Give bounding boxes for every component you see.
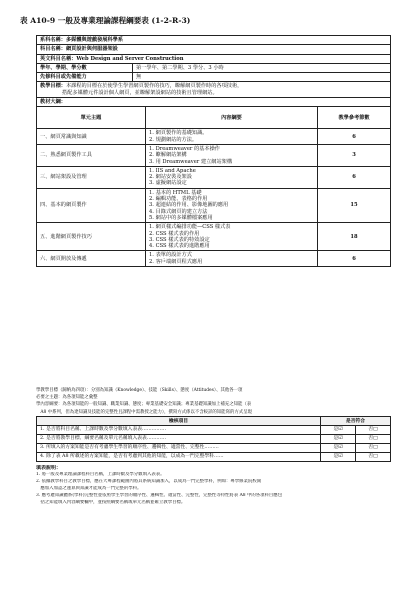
- course-name: 科目名稱：網頁設計與伺服器架設: [37, 45, 391, 54]
- content-item: 1. Dreamweaver 的基本操作: [149, 145, 220, 152]
- instructions-heading: 填表說明：: [36, 465, 62, 471]
- unit-content: [146, 166, 318, 188]
- checklist-table: [36, 416, 391, 462]
- check-item: 4. 除了表 A8 所載述的方案知能，是否有考慮到其他的知能，以成為一門完整學科……: [37, 453, 321, 462]
- unit-content: [146, 188, 318, 222]
- check-item: 2. 是否將教學目標、綱要名稱及單元名稱填入表表…………: [37, 435, 321, 444]
- prereq-label: 先修科目或先備能力: [37, 73, 133, 82]
- check-yes[interactable]: 是☑: [321, 426, 356, 435]
- check-yes[interactable]: 是☑: [321, 444, 356, 453]
- unit-title: 五、進階網頁製作技巧: [37, 223, 146, 251]
- content-item: 3. CSS 樣式表的特效設定: [149, 236, 210, 243]
- department-name: 系科名稱：多媒體與遊戲發展科學系: [37, 36, 391, 45]
- unit-hours: 3: [318, 144, 391, 166]
- note-line: 必要之主題：為各項知能之彙整: [36, 395, 98, 401]
- unit-hours: 18: [318, 223, 391, 251]
- content-item: 2. 規劃網站的方法。: [149, 136, 198, 143]
- content-item: 3. 超連結的作用、影像地圖的應用: [149, 202, 229, 209]
- content-item: 2. 編輯功能、表格的作用: [149, 196, 208, 203]
- content-item: 3. 用 Dreamweaver 建立網站架構: [149, 158, 233, 165]
- fill-instructions: [36, 465, 392, 506]
- prereq-value: 無: [133, 73, 391, 82]
- unit-content: [146, 129, 318, 145]
- goal-line: 本課程的目標在於使學生學習網頁製作的技巧，瞭解網頁製作時的各項技術，: [65, 83, 243, 90]
- content-item: 4. CSS 樣式表的進階應用: [149, 243, 210, 250]
- content-item: 2. 網站安裝及架設: [149, 174, 192, 181]
- unit-hours: 6: [318, 129, 391, 145]
- check-header-result: 是否符合: [321, 417, 391, 426]
- unit-row: [37, 251, 391, 267]
- content-item: 1. 網頁製作的基礎知識。: [149, 130, 208, 137]
- content-item: 1. 表單的設計方式: [149, 252, 192, 259]
- note-line: 學教學目標（歸納為四項）：分別為知識（Knowledge）、技能（Skills）、態度（Attitudes）、其他各一項: [36, 388, 243, 393]
- check-yes[interactable]: 是☑: [321, 435, 356, 444]
- unit-row: [37, 223, 391, 251]
- unit-title: 二、熟悉網頁製作工具: [37, 144, 146, 166]
- content-item: 2. 客戶端網頁程式應用: [149, 258, 203, 265]
- check-no[interactable]: 否□: [356, 444, 391, 453]
- teaching-goal: [37, 82, 391, 98]
- check-no[interactable]: 否□: [356, 426, 391, 435]
- check-item: 1. 是否將科目名稱、上課時數及學分數填入表表……………: [37, 426, 321, 435]
- instruction-line: 1. 將一般及專業理論課程科目名稱，上課時數及學分數填入表表。: [36, 471, 165, 477]
- unit-row: [37, 129, 391, 145]
- unit-row: [37, 144, 391, 166]
- header-content: 內容綱要: [146, 107, 318, 129]
- unit-content: [146, 223, 318, 251]
- check-header-item: 檢核項目: [37, 417, 321, 426]
- unit-title: 四、基本的網頁製作: [37, 188, 146, 222]
- unit-title: 三、網站架設及管理: [37, 166, 146, 188]
- meta-label: 學年、學期、學分數: [37, 63, 133, 72]
- meta-value: 第一學年、第二學期、3 學分、3 小時: [133, 63, 391, 72]
- check-no[interactable]: 否□: [356, 453, 391, 462]
- instruction-line: 2. 依據教學科目之教學目標，應在大專課程範圍內將其系統知識加入，以成為一門完整學科，例如：專學修業院校開: [36, 478, 262, 484]
- goal-label: 教學目標：: [40, 83, 66, 90]
- course-english-name: 英文科目名稱：Web Design and Server Construction: [37, 54, 391, 63]
- page-title: 表 A10-9 一般及專業理論課程綱要表 (1-2-R-3): [20, 16, 191, 25]
- unit-title: 六、網頁開放及傳遞: [37, 251, 146, 267]
- note-line: A8 中系列，但為達知識及技能的完整性且課程中需教授之能力），撰寫方式係以不含較詳的知能寫的方式呈現: [36, 409, 252, 415]
- check-item: 3. 所填入的方案知能是否有考慮學生學習的順序性、邏輯性、適當性、完整性………: [37, 444, 321, 453]
- header-hours: 教學參考節數: [318, 107, 391, 129]
- check-yes[interactable]: 是☑: [321, 453, 356, 462]
- unit-content: [146, 251, 318, 267]
- content-item: 4. 目錄式網頁的建立方法: [149, 208, 208, 215]
- note-line: 學內容綱要：為各項知能的一般知識、職業知識、態度；專業基礎安全知識；專業基礎知識加上補充之知能（表: [36, 402, 252, 408]
- instruction-line: 3. 應考慮知識體系(學科)完整性並依照學生學習的順序性、邏輯性、適當性、完整性，完整性等特性將表 A8 中的各項科目應包: [36, 492, 283, 498]
- instruction-line: 括之知能填入內容綱要欄中，並按照綱要名稱或單元名稱並確立教學目標。: [36, 499, 186, 505]
- instruction-line: 應加入加認之運算與知識才能成為一門完整的學科。: [36, 485, 142, 491]
- unit-row: [37, 188, 391, 222]
- unit-title: 一、網頁常識與知識: [37, 129, 146, 145]
- content-item: 1. 基本的 HTML 基礎: [149, 189, 202, 196]
- header-unit: 單元主題: [37, 107, 146, 129]
- content-item: 1. 網頁樣式編排功能—CSS 樣式表: [149, 224, 231, 231]
- content-item: 2. CSS 樣式表的作用: [149, 230, 200, 237]
- unit-hours: 15: [318, 188, 391, 222]
- unit-hours: 6: [318, 166, 391, 188]
- unit-row: [37, 166, 391, 188]
- unit-content: [146, 144, 318, 166]
- content-item: 3. 虛擬網站設定: [149, 180, 187, 187]
- unit-hours: 6: [318, 251, 391, 267]
- outline-label: 教材大綱：: [37, 98, 391, 107]
- check-no[interactable]: 否□: [356, 435, 391, 444]
- content-item: 1. IIS and Apache: [149, 167, 196, 174]
- content-item: 5. 網站中的多媒體檔案應用: [149, 214, 213, 221]
- content-item: 2. 瞭解網站架構: [149, 152, 187, 159]
- course-outline-table: [36, 35, 391, 267]
- goal-line: 搭配多媒體元件設計個人網頁，並瞭解架設網站的技術且管理網站。: [62, 89, 218, 96]
